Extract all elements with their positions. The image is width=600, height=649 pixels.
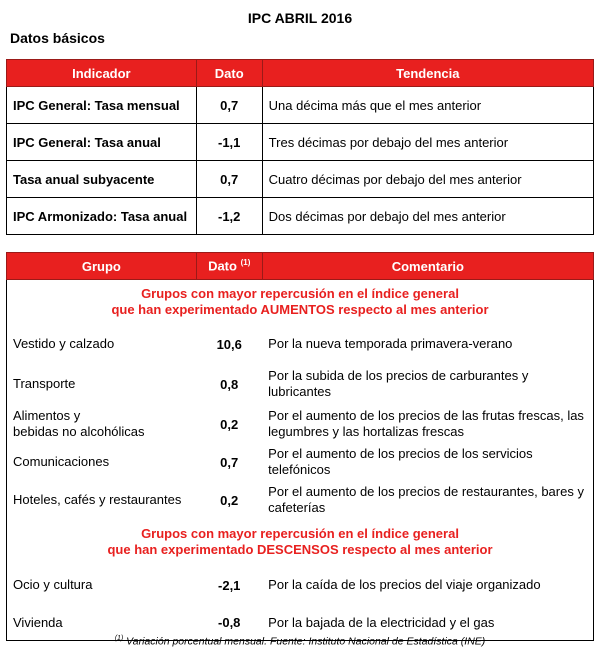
page-title: IPC ABRIL 2016 <box>247 10 353 26</box>
comentario-line: Por la caída de los precios del viaje organizado <box>268 577 541 592</box>
section-aumentos-line1: Grupos con mayor repercusión en el índice general <box>141 286 459 301</box>
footnote-text: Variación porcentual mensual. Fuente: Instituto Nacional de Estadística (INE) <box>123 635 486 648</box>
section-descensos-line2: que han experimentado DESCENSOS respecto al mes anterior <box>107 542 493 557</box>
dato-cell: -2,1 <box>218 577 241 593</box>
header-comentario: Comentario <box>262 253 593 280</box>
comentario-cell <box>262 444 593 480</box>
section-row-descensos <box>7 520 594 564</box>
comentario-cell <box>262 364 593 404</box>
section-subtitle: Datos básicos <box>10 30 105 46</box>
comentario-line: legumbres y las hortalizas frescas <box>268 424 464 439</box>
grupo-line: Alimentos y <box>13 408 81 423</box>
header-indicador: Indicador <box>7 60 197 87</box>
comentario-line: Por el aumento de los precios de restaurantes, bares y <box>268 484 584 499</box>
grupo-line: Ocio y cultura <box>13 577 93 592</box>
section-aumentos-line2: que han experimentado AUMENTOS respecto al mes anterior <box>111 302 489 317</box>
comentario-cell <box>262 480 593 520</box>
basic-data-table <box>6 59 594 235</box>
indicador-cell: IPC General: Tasa anual <box>7 124 197 161</box>
table-row <box>7 364 594 404</box>
grupo-line: Vestido y calzado <box>13 336 115 351</box>
groups-table <box>6 252 594 641</box>
table-row <box>7 324 594 364</box>
dato-cell: 0,7 <box>196 161 262 198</box>
grupo-cell <box>7 404 197 444</box>
table-header-row <box>7 60 594 87</box>
grupo-line: Vivienda <box>13 614 63 630</box>
dato-cell: 0,8 <box>220 376 239 392</box>
tendencia-cell: Dos décimas por debajo del mes anterior <box>262 198 593 235</box>
indicador-cell: Tasa anual subyacente <box>7 161 197 198</box>
table-row <box>7 124 594 161</box>
indicador-cell: IPC General: Tasa mensual <box>7 87 197 124</box>
comentario-line: Por la nueva temporada primavera-verano <box>268 336 513 351</box>
table-row <box>7 564 594 606</box>
grupo-cell <box>7 564 197 606</box>
dato-cell: 10,6 <box>216 336 242 352</box>
comentario-line: Por el aumento de los precios de las frutas frescas, las <box>268 408 584 423</box>
grupo-line: Transporte <box>13 376 76 391</box>
table-row <box>7 404 594 444</box>
dato-cell: 0,2 <box>220 492 239 508</box>
comentario-line: Por la bajada de la electricidad y el gas <box>268 614 495 630</box>
table-row <box>7 161 594 198</box>
header-dato-label: Dato <box>208 258 237 274</box>
comentario-cell <box>262 564 593 606</box>
dato-cell: -1,1 <box>196 124 262 161</box>
table-row <box>7 198 594 235</box>
comentario-line: Por el aumento de los precios de los servicios telefónicos <box>268 446 533 477</box>
footnote <box>0 635 600 648</box>
table-row <box>7 444 594 480</box>
comentario-line: Por la subida de los precios de carburantes y lubricantes <box>268 368 529 399</box>
footnote-ref: (1) <box>240 258 251 268</box>
grupo-line: Hoteles, cafés y restaurantes <box>13 492 182 507</box>
tendencia-cell: Tres décimas por debajo del mes anterior <box>262 124 593 161</box>
grupo-cell <box>7 444 197 480</box>
header-grupo: Grupo <box>7 253 197 280</box>
table-header-row <box>7 253 594 280</box>
dato-cell: -1,2 <box>196 198 262 235</box>
header-tendencia: Tendencia <box>262 60 593 87</box>
dato-cell: -0,8 <box>218 615 241 631</box>
table-row <box>7 480 594 520</box>
header-dato <box>196 253 262 280</box>
dato-cell: 0,7 <box>196 87 262 124</box>
comentario-cell <box>262 324 593 364</box>
grupo-cell <box>7 364 197 404</box>
comentario-line: cafeterías <box>268 500 326 515</box>
grupo-line: Comunicaciones <box>13 454 110 469</box>
comentario-cell <box>262 404 593 444</box>
section-descensos-line1: Grupos con mayor repercusión en el índice general <box>141 526 459 541</box>
grupo-line: bebidas no alcohólicas <box>13 424 145 439</box>
grupo-cell <box>7 480 197 520</box>
grupo-cell <box>7 324 197 364</box>
tendencia-cell: Una décima más que el mes anterior <box>262 87 593 124</box>
header-dato: Dato <box>196 60 262 87</box>
dato-cell: 0,2 <box>220 416 239 432</box>
table-row <box>7 87 594 124</box>
section-row-aumentos <box>7 280 594 325</box>
footnote-mark: (1) <box>114 635 124 642</box>
indicador-cell: IPC Armonizado: Tasa anual <box>7 198 197 235</box>
tendencia-cell: Cuatro décimas por debajo del mes anterior <box>262 161 593 198</box>
dato-cell: 0,7 <box>220 454 239 470</box>
